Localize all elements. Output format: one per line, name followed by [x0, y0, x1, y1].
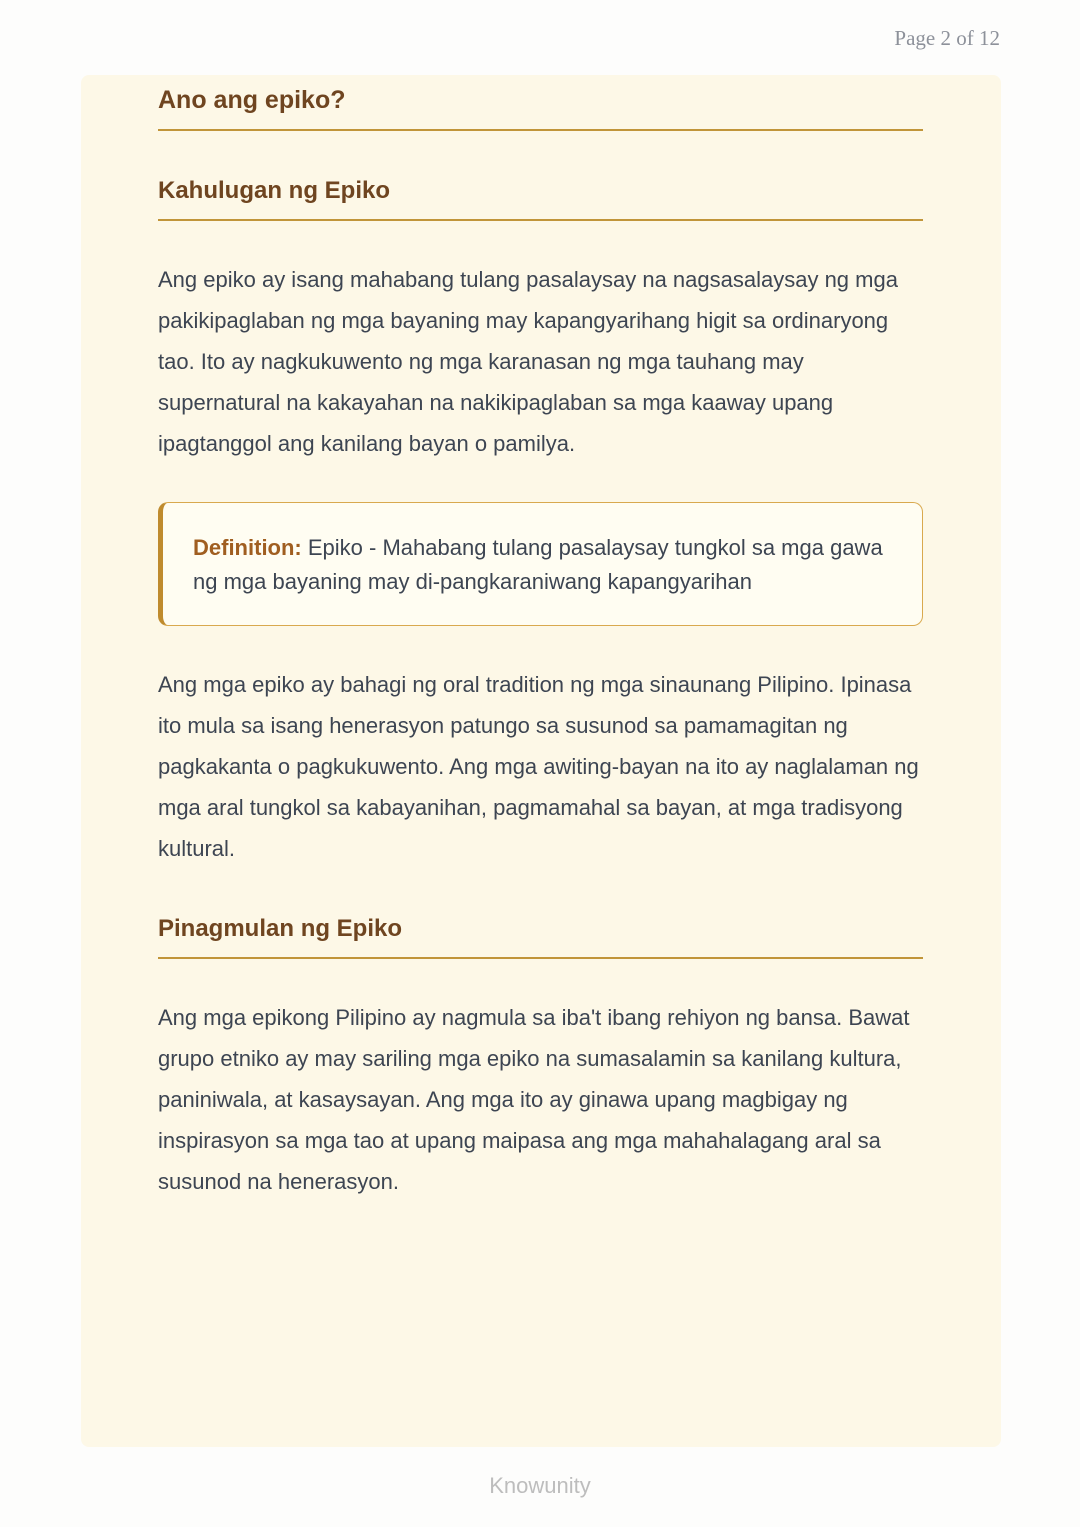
section-heading-kahulugan: Kahulugan ng Epiko	[158, 177, 390, 204]
section-divider	[158, 957, 923, 959]
document-page	[81, 75, 1001, 1447]
page-indicator: Page 2 of 12	[894, 26, 1000, 50]
section-divider	[158, 219, 923, 221]
page-title: Ano ang epiko?	[158, 86, 346, 114]
definition-callout	[158, 502, 923, 626]
paragraph-origins: Ang mga epikong Pilipino ay nagmula sa iba't ibang rehiyon ng bansa. Bawat grupo etniko ay may sariling mga epiko na sumasalamin sa kanilang kultura, paniniwala, at kasaysayan. Ang mga ito ay ginawa upang magbigay ng inspirasyon sa mga tao at upang maipasa ang mga mahahalagang aral sa susunod na henerasyon.	[158, 1005, 910, 1194]
title-divider	[158, 129, 923, 131]
definition-label: Definition:	[193, 535, 302, 560]
definition-content	[193, 531, 892, 599]
definition-text: Epiko - Mahabang tulang pasalaysay tungkol sa mga gawa ng mga bayaning may di-pangkaraniwang kapangyarihan	[193, 535, 883, 594]
paragraph-definition-intro: Ang epiko ay isang mahabang tulang pasalaysay na nagsasalaysay ng mga pakikipaglaban ng mga bayaning may kapangyarihang higit sa ordinaryong tao. Ito ay nagkukuwento ng mga karanasan ng mga tauhang may supernatural na kakayahan na nakikipaglaban sa mga kaaway upang ipagtanggol ang kanilang bayan o pamilya.	[158, 267, 898, 456]
section-heading-pinagmulan: Pinagmulan ng Epiko	[158, 915, 403, 942]
paragraph-oral-tradition: Ang mga epiko ay bahagi ng oral tradition ng mga sinaunang Pilipino. Ipinasa ito mula sa isang henerasyon patungo sa susunod sa pamamagitan ng pagkakanta o pagkukuwento. Ang mga awiting-bayan na ito ay naglalaman ng mga aral tungkol sa kabayanihan, pagmamahal sa bayan, at mga tradisyong kultural.	[158, 672, 919, 861]
footer-brand: Knowunity	[489, 1473, 591, 1498]
